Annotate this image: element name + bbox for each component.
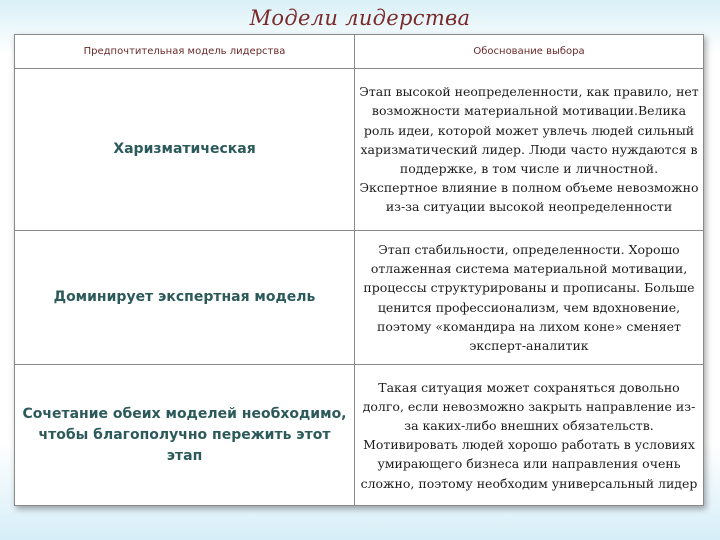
- model-cell: Доминирует экспертная модель: [15, 230, 355, 365]
- header-preferred-model: Предпочтительная модель лидерства: [15, 35, 355, 69]
- reason-cell: Этап стабильности, определенности. Хорошо отлаженная система материальной мотивации, процессы структурированы и прописаны. Больше ценится профессионализм, чем вдохновение, поэтому «командира на лихом коне» сменяет эксперт-аналитик: [355, 230, 704, 365]
- reason-cell: Этап высокой неопределенности, как правило, нет возможности материальной мотивации.Велика роль идеи, которой может увлечь людей сильный харизматический лидер. Люди часто нуждаются в поддержке, в том числе и личностной. Экспертное влияние в полном объеме невозможно из-за ситуации высокой неопределенности: [355, 69, 704, 231]
- table-header-row: [15, 35, 704, 69]
- reason-cell: Такая ситуация может сохраняться довольно долго, если невозможно закрыть направление из-за каких-либо внешних обязательств. Мотивировать людей хорошо работать в условиях умирающего бизнеса или направления очень сложно, поэтому необходим универсальный лидер: [355, 365, 704, 506]
- table-row: [15, 69, 704, 231]
- slide-title: Модели лидерства: [249, 6, 471, 30]
- table-row: [15, 365, 704, 506]
- table: [14, 34, 704, 506]
- model-cell: Сочетание обеих моделей необходимо, чтобы благополучно пережить этот этап: [15, 365, 355, 506]
- leadership-table: [14, 34, 704, 506]
- model-cell: Харизматическая: [15, 69, 355, 231]
- header-justification: Обоснование выбора: [355, 35, 704, 69]
- table-row: [15, 230, 704, 365]
